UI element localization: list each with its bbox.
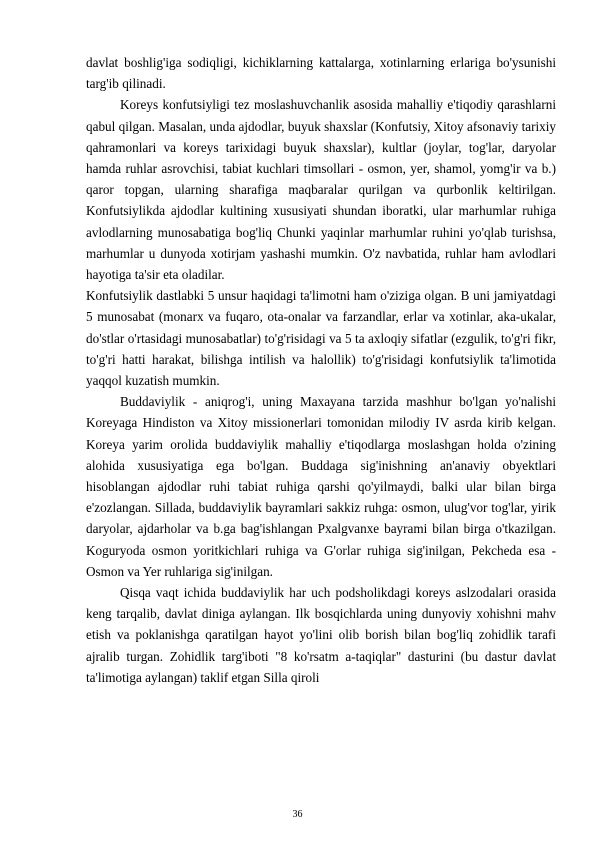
page-number: 36	[292, 809, 303, 820]
paragraph-1: davlat boshlig'iga sodiqligi, kichiklarning kattalarga, xotinlarning erlariga bo'ysunishi targ'ib qilinadi.	[86, 55, 556, 92]
paragraph-3: Konfutsiylik dastlabki 5 unsur haqidagi ta'limotni ham o'ziziga olgan. B uni jamiyatdagi 5 munosabat (monarx va fuqaro, ota-onalar va farzandlar, erlar va xotinlar, aka-ukalar, do'stlar o'rtasidagi munosabatlar) to'g'risidagi va 5 ta axloqiy sifatlar (ezgulik, to'g'ri fikr, to'g'ri hatti harakat, bilishga intilish va halollik) to'g'risidagi konfutsiylik ta'limotida yaqqol kuzatish mumkin.	[86, 288, 556, 389]
paragraph-2: Koreys konfutsiyligi tez moslashuvchanlik asosida mahalliy e'tiqodiy qarashlarni qabul qilgan. Masalan, unda ajdodlar, buyuk shaxslar (Konfutsiy, Xitoy afsonaviy tarixiy qahramonlari va koreys tarixidagi buyuk shaxslar), kultlar (joylar, tog'lar, daryolar hamda ruhlar asrovchisi, tabiat kuchlari timsollari - osmon, yer, shamol, yomg'ir va b.) qaror topgan, ularning sharafiga maqbaralar qurilgan va qurbonlik keltirilgan. Konfutsiylikda ajdodlar kultining xususiyati shundan iboratki, ular marhumlar ruhiga avlodlarning munosabatiga bog'liq Chunki yaqinlar marhumlar ruhini yo'qlab turishsa, marhumlar u dunyoda xotirjam yashashi mumkin. O'z navbatida, ruhlar ham avlodlari hayotiga ta'sir eta oladilar.	[86, 97, 556, 283]
paragraph-4: Buddaviylik - aniqrog'i, uning Maxayana tarzida mashhur bo'lgan yo'nalishi Koreyaga Hindiston va Xitoy missionerlari tomonidan milodiy IV asrda kirib kelgan. Koreya yarim orolida buddaviylik mahalliy e'tiqodlarga moslashgan holda o'zining alohida xususiyatiga ega bo'lgan. Buddaga sig'inishning an'anaviy obyektlari hisoblangan ajdodlar ruhi tabiat ruhiga qarshi qo'yilmaydi, balki ular bilan birga e'zozlangan. Sillada, buddaviylik bayramlari sakkiz ruhga: osmon, ulug'vor tog'lar, yirik daryolar, ajdarholar va b.ga bag'ishlangan Pxalgvanxe bayrami bilan birga o'tkazilgan. Koguryoda osmon yoritkichlari ruhiga va G'orlar ruhiga sig'inilgan, Pekcheda esa - Osmon va Yer ruhlariga sig'inilgan.	[86, 394, 556, 579]
body-text	[86, 52, 556, 688]
paragraph-5: Qisqa vaqt ichida buddaviylik har uch podsholikdagi koreys aslzodalari orasida keng tarqalib, davlat diniga aylangan. Ilk bosqichlarda uning dunyoviy xohishni mahv etish va poklanishga qaratilgan hayot yo'lini olib borish bilan bog'liq zohidlik tarafi ajralib turgan. Zohidlik targ'iboti "8 ko'rsatm a-taqiqlar" dasturini (bu dastur davlat ta'limotiga aylangan) taklif etgan Silla qiroli	[86, 585, 556, 685]
